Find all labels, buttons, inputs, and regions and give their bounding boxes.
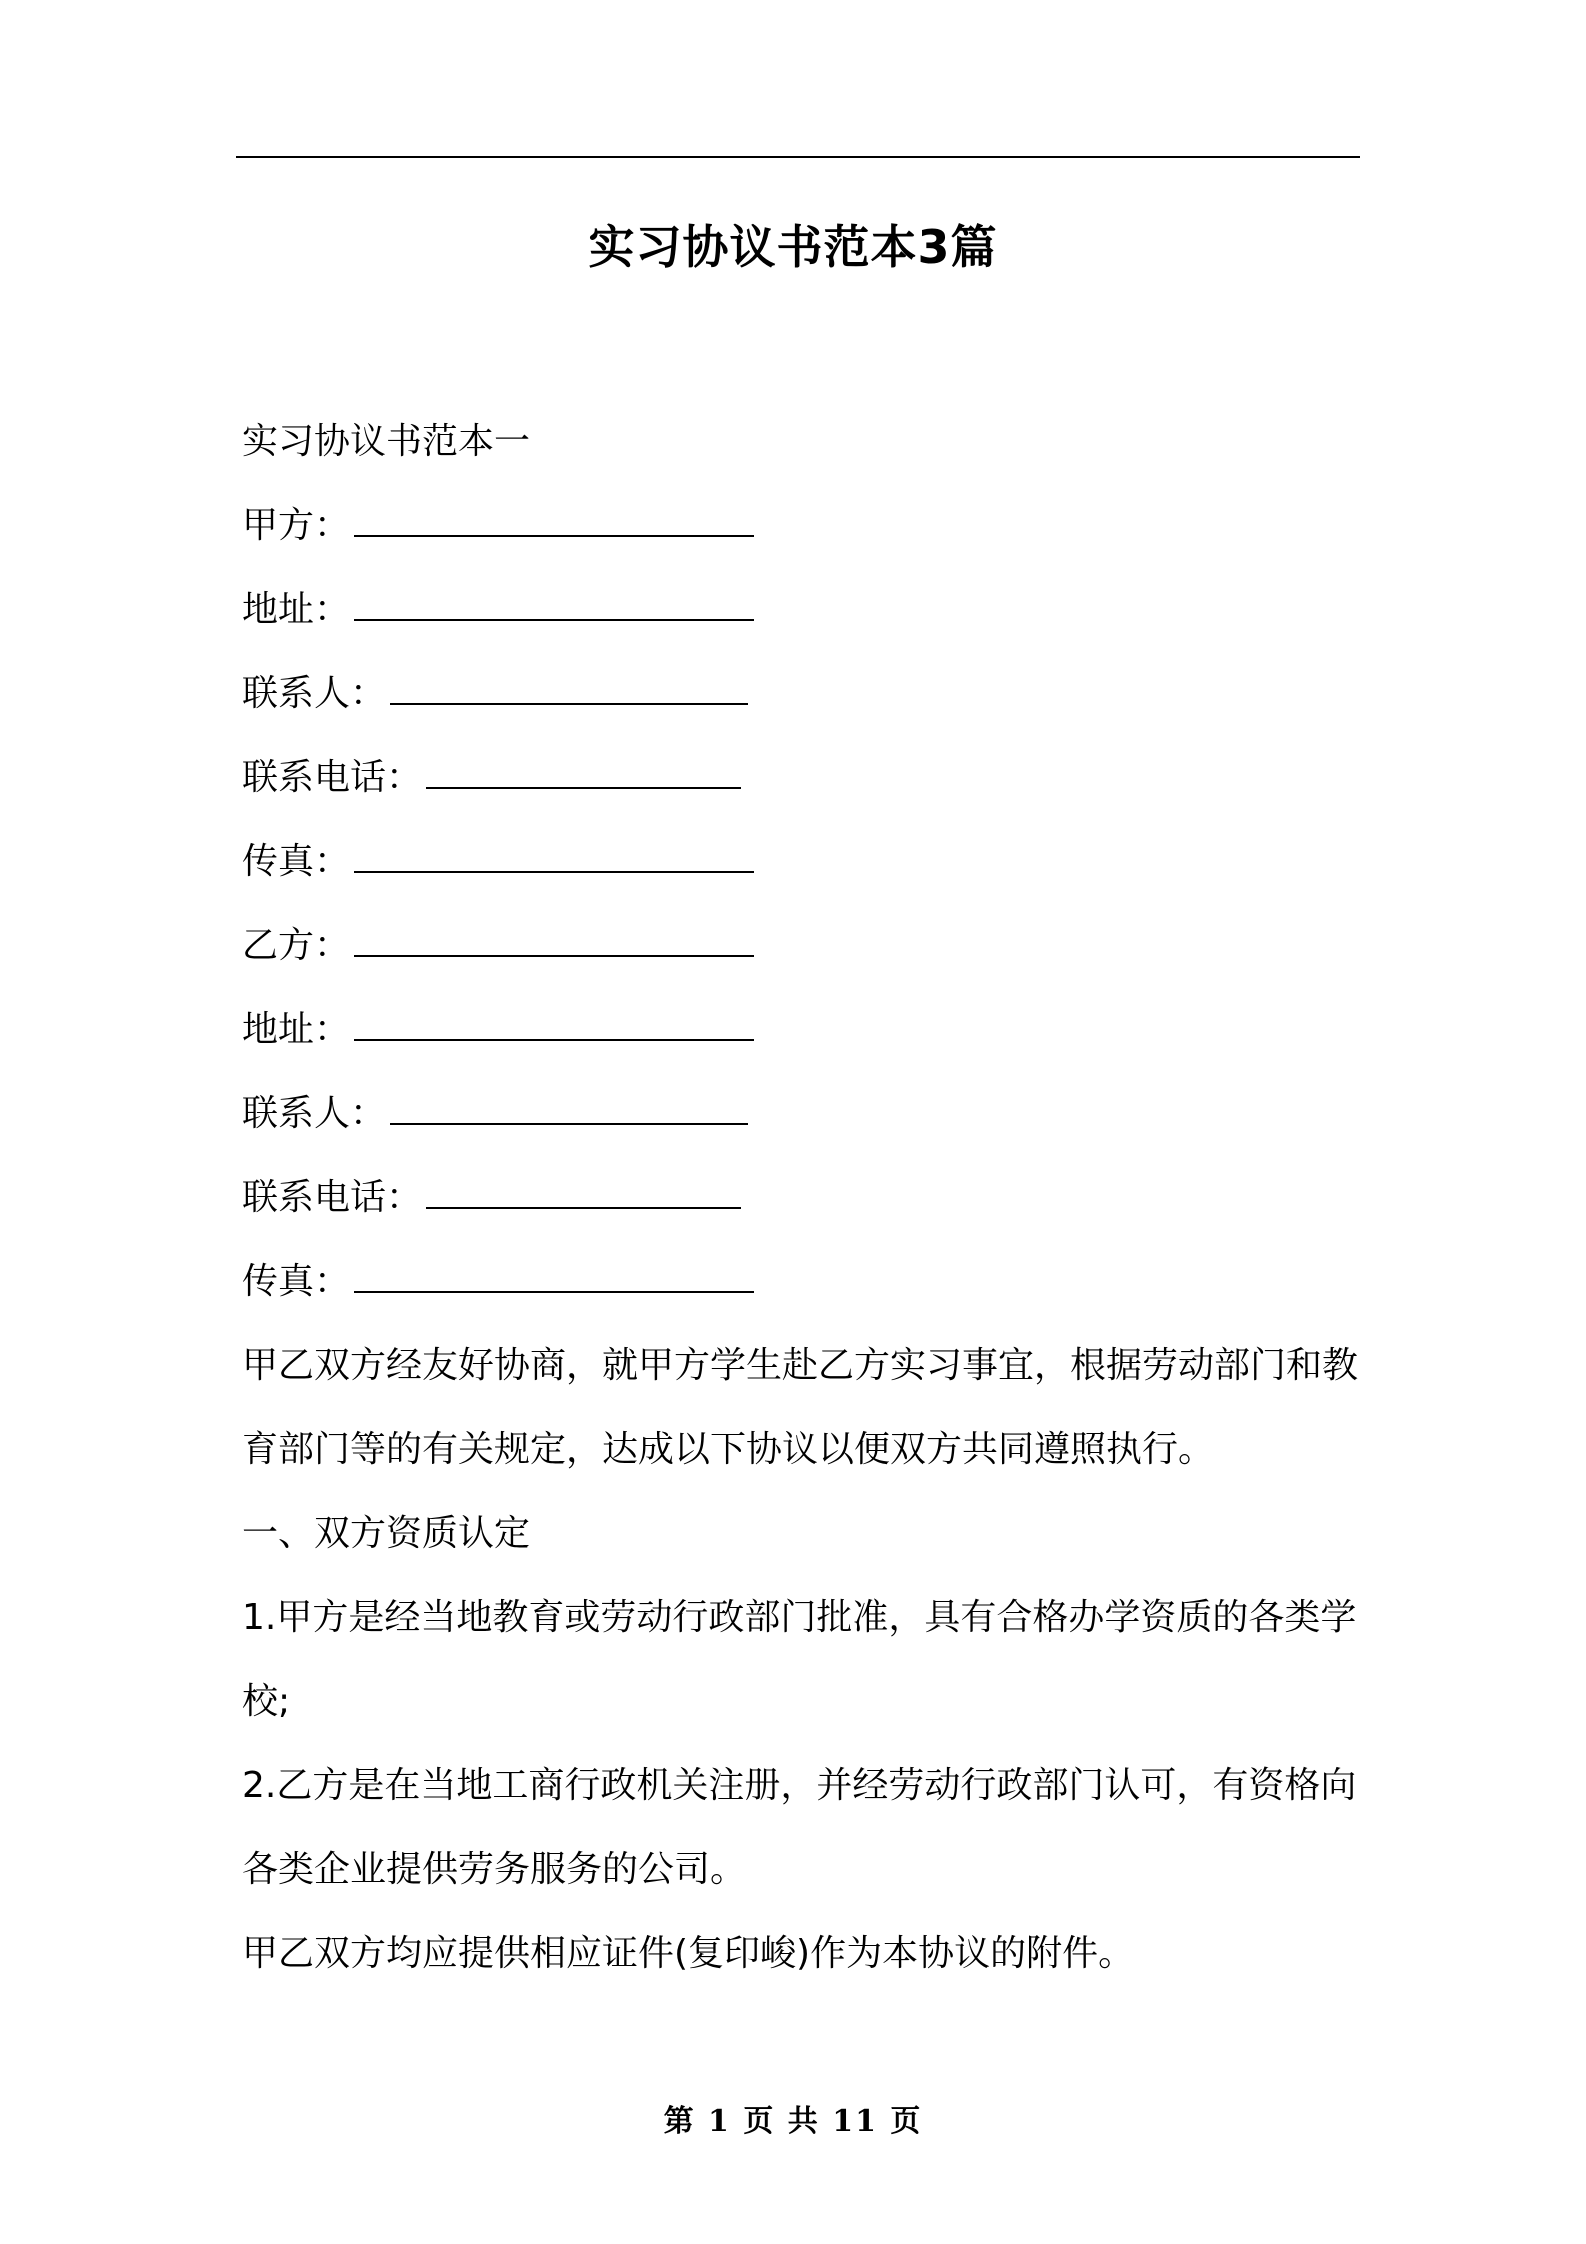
party-b-name-field	[242, 904, 1362, 988]
party-b-address-field	[242, 988, 1362, 1072]
section-heading: 实习协议书范本一	[242, 421, 531, 462]
party-a-name-field	[242, 484, 1362, 568]
clause-1: 1.甲方是经当地教育或劳动行政部门批准，具有合格办学资质的各类学校;	[242, 1597, 1357, 1722]
field-label: 甲方：	[242, 505, 351, 546]
party-a-contact-field	[242, 652, 1362, 736]
fill-in-blank	[354, 503, 754, 537]
attachment-note: 甲乙双方均应提供相应证件(复印峻)作为本协议的附件。	[242, 1933, 1135, 1974]
party-a-fax-field	[242, 820, 1362, 904]
field-label: 地址：	[242, 1009, 351, 1050]
field-label: 地址：	[242, 589, 351, 630]
page-indicator: 第 1 页 共 11 页	[663, 2104, 923, 2139]
fill-in-blank	[354, 839, 754, 873]
header-rule	[236, 156, 1360, 158]
field-label: 联系人：	[242, 1093, 387, 1134]
fill-in-blank	[390, 671, 748, 705]
clause-heading: 一、双方资质认定	[242, 1513, 531, 1554]
fill-in-blank	[354, 1259, 754, 1293]
document-title: 实习协议书范本3篇	[588, 220, 998, 274]
field-label: 联系电话：	[242, 1177, 423, 1218]
fill-in-blank	[354, 923, 754, 957]
fill-in-blank	[426, 1175, 741, 1209]
field-label: 联系人：	[242, 673, 387, 714]
field-label: 传真：	[242, 841, 351, 882]
document-body	[242, 400, 1362, 1996]
clause-2: 2.乙方是在当地工商行政机关注册，并经劳动行政部门认可，有资格向各类企业提供劳务服务的公司。	[242, 1765, 1357, 1890]
party-a-address-field	[242, 568, 1362, 652]
party-b-phone-field	[242, 1156, 1362, 1240]
field-label: 传真：	[242, 1261, 351, 1302]
fill-in-blank	[426, 755, 741, 789]
party-b-contact-field	[242, 1072, 1362, 1156]
intro-paragraph: 甲乙双方经友好协商，就甲方学生赴乙方实习事宜，根据劳动部门和教育部门等的有关规定，达成以下协议以便双方共同遵照执行。	[242, 1345, 1359, 1470]
fill-in-blank	[354, 1007, 754, 1041]
party-b-fax-field	[242, 1240, 1362, 1324]
fill-in-blank	[390, 1091, 748, 1125]
fill-in-blank	[354, 587, 754, 621]
party-a-phone-field	[242, 736, 1362, 820]
field-label: 乙方：	[242, 925, 351, 966]
field-label: 联系电话：	[242, 757, 423, 798]
